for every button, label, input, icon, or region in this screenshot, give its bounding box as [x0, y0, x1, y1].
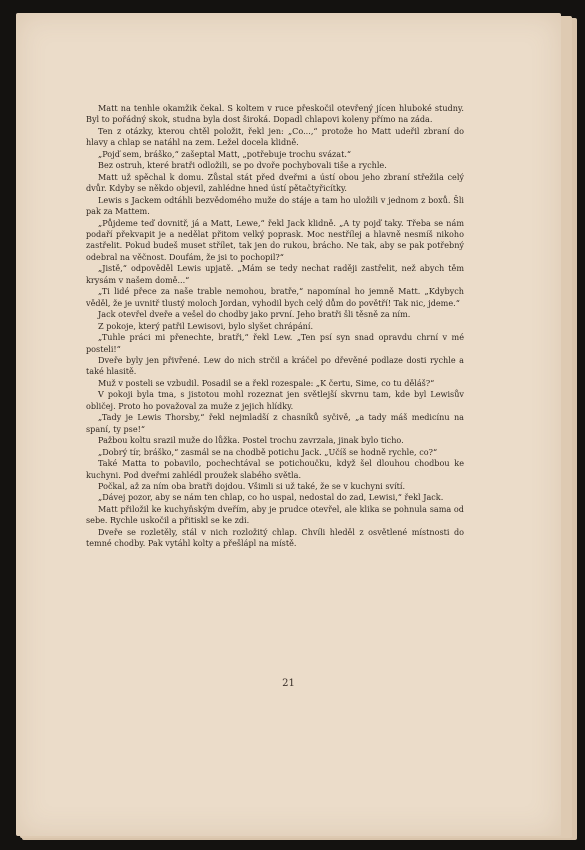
- paragraph: „Tady je Lewis Thorsby,“ řekl nejmladší z chasníků syčivě, „a tady máš medicínu na spaní, ty pse!“: [86, 412, 464, 434]
- paragraph: Matt přiložil ke kuchyňským dveřím, aby je prudce otevřel, ale klika se pohnula sama od sebe. Rychle uskočil a přitiskl se ke zdi.: [86, 503, 464, 526]
- paragraph: „Tuhle práci mi přenechte, bratři,“ řekl Lew. „Ten psí syn snad opravdu chrní v mé posteli!“: [86, 332, 464, 354]
- paragraph: „Ti lidé přece za naše trable nemohou, bratře,“ napomínal ho jemně Matt. „Kdybych věděl, že je uvnitř tlustý moloch Jordan, vyhodil bych celý dům do povětří! Tak nic, jdeme.“: [86, 286, 464, 308]
- book-page: [16, 13, 561, 836]
- paragraph: „Jistě,“ odpověděl Lewis upjatě. „Mám se tedy nechat raději zastřelit, než abych těm krysám v našem domě...“: [86, 263, 464, 285]
- paragraph: Z pokoje, který patřil Lewisovi, bylo slyšet chrápání.: [98, 320, 314, 331]
- paragraph: „Dávej pozor, aby se nám ten chlap, co ho uspal, nedostal do zad, Lewisi,“ řekl Jack.: [98, 492, 444, 503]
- paragraph: „Půjdeme teď dovnitř, já a Matt, Lewe,“ řekl Jack klidně. „A ty pojď taky. Třeba se nám podaří překvapit je a nedělat přitom velký poprask. Moc nestřílej a hlavně nesmíš nikoho zastřelit. Pokud budeš muset střílet, tak jen do rukou, brácho. Ne tak, aby se pak potřebný odebral na věčnost. Doufám, že jsi to pochopil?“: [86, 217, 464, 262]
- body-text: [86, 103, 464, 550]
- paragraph: V pokoji byla tma, s jistotou mohl rozeznat jen světlejší skvrnu tam, kde byl Lewisův obličej. Proto ho považoval za muže z jejich hlídky.: [86, 389, 464, 411]
- page-number: 21: [282, 678, 295, 689]
- paragraph: Bez ostruh, které bratři odložili, se po dvoře pochybovali tiše a rychle.: [98, 160, 387, 171]
- paragraph: Matt na tenhle okamžik čekal. S koltem v ruce přeskočil otevřený jícen hluboké studny. Byl to pořádný skok, studna byla dost široká. Dopadl chlapovi koleny přímo na záda.: [86, 103, 464, 125]
- paragraph: Muž v posteli se vzbudil. Posadil se a řekl rozespale: „K čertu, Sime, co tu děláš?“: [98, 377, 435, 388]
- paragraph: Jack otevřel dveře a vešel do chodby jako první. Jeho bratři šli těsně za ním.: [98, 309, 411, 320]
- paragraph: Počkal, až za ním oba bratři dojdou. Všimli si už také, že se v kuchyni svítí.: [98, 480, 406, 491]
- paragraph: Matt už spěchal k domu. Zůstal stát před dveřmi a ústí obou jeho zbraní střežila celý dvůr. Kdyby se někdo objevil, zahlédne hned ústí pětačtyřicítky.: [86, 171, 464, 194]
- paragraph: Ten z otázky, kterou chtěl položit, řekl jen: „Co...,“ protože ho Matt udeřil zbraní do hlavy a chlap se natáhl na zem. Ležel docela klidně.: [86, 125, 464, 148]
- paragraph: Také Matta to pobavilo, pochechtával se potichoučku, když šel dlouhou chodbou ke kuchyni. Pod dveřmi zahlédl proužek slabého světla.: [86, 458, 464, 480]
- paragraph: Dveře byly jen přivřené. Lew do nich strčil a kráčel po dřevěné podlaze dosti rychle a také hlasitě.: [86, 354, 464, 377]
- paragraph: „Pojď sem, bráško,“ zašeptal Matt, „potřebuje trochu svázat.“: [98, 148, 352, 159]
- paragraph: Dveře se rozletěly, stál v nich rozložitý chlap. Chvíli hleděl z osvětlené místnosti do temné chodby. Pak vytáhl kolty a přešlápl na místě.: [86, 526, 464, 549]
- paragraph: Pažbou koltu srazil muže do lůžka. Postel trochu zavrzala, jinak bylo ticho.: [98, 435, 404, 446]
- paragraph: Lewis s Jackem odtáhli bezvědomého muže do stáje a tam ho uložili v jednom z boxů. Šli pak za Mattem.: [86, 194, 464, 217]
- paragraph: „Dobrý tír, bráško,“ zasmál se na chodbě potichu Jack. „Učíš se hodně rychle, co?“: [98, 446, 438, 457]
